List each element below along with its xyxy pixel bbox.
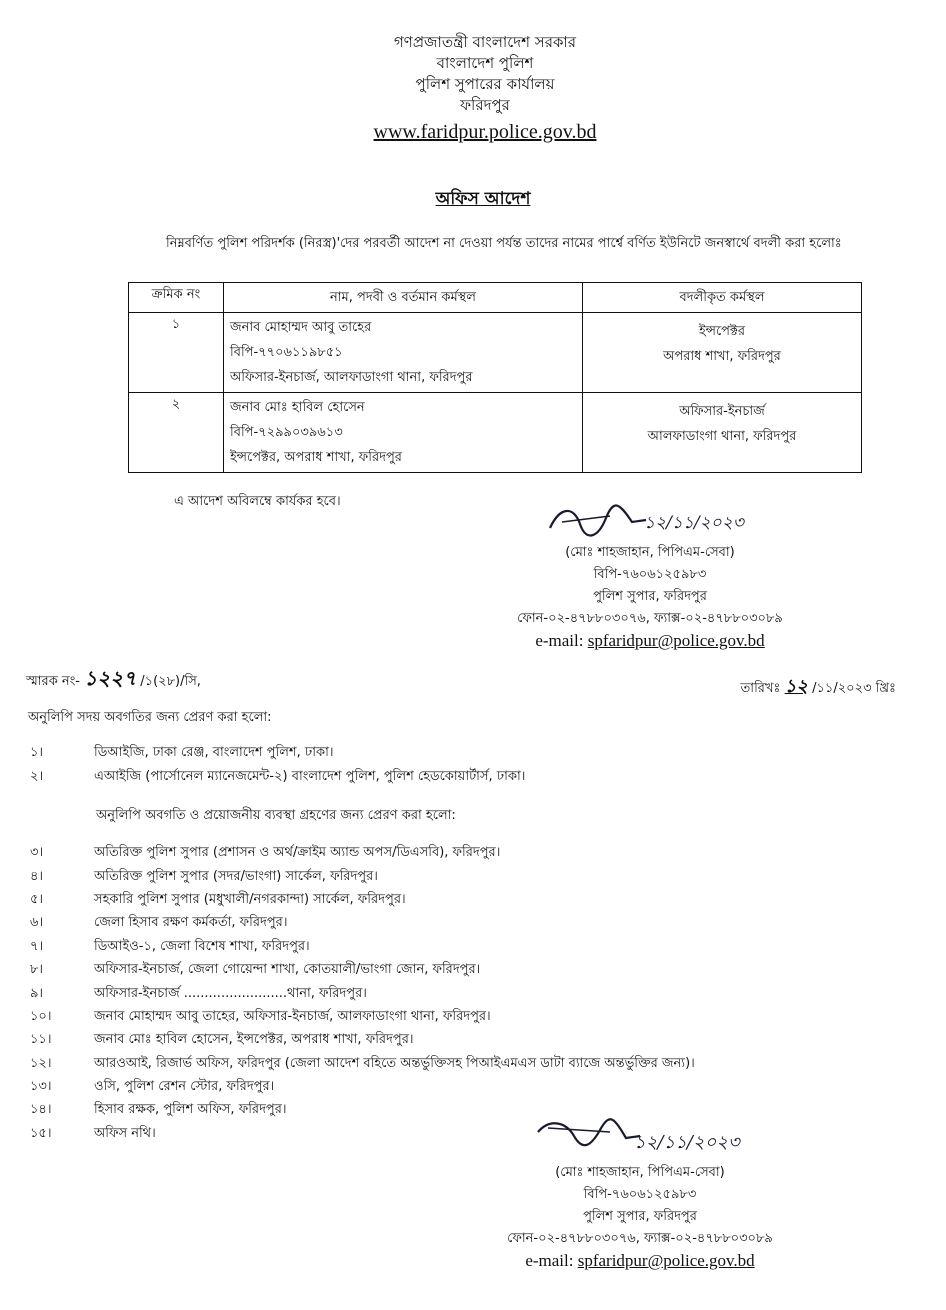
destination-unit: অপরাধ শাখা, ফরিদপুর [663,349,781,364]
list-item: ১৫। অফিস নথি। [30,1125,156,1141]
letterhead [0,32,946,143]
list-item: ১। ডিআইজি, ঢাকা রেঞ্জ, বাংলাদেশ পুলিশ, ঢাকা। [30,745,334,761]
email-link[interactable]: spfaridpur@police.gov.bd [577,1251,755,1270]
cc-heading-info: অনুলিপি সদয় অবগতির জন্য প্রেরণ করা হলো: [28,710,272,725]
row-officer-info [224,393,583,473]
list-item: ৫। সহকারি পুলিশ সুপার (মধুখালী/নগরকান্দা) সার্কেল, ফরিদপুর। [30,891,406,907]
officer-current-post: ইন্সপেক্টর, অপরাধ শাখা, ফরিদপুর [230,450,402,465]
destination-unit: আলফাডাংগা থানা, ফরিদপুর [647,429,797,444]
memo-number [26,664,201,697]
list-item: ১১। জনাব মোঃ হাবিল হোসেন, ইন্সপেক্টর, অপরাধ শাখা, ফরিদপুর। [30,1032,414,1048]
intro-paragraph: নিম্নবর্ণিত পুলিশ পরিদর্শক (নিরস্ত্র)'দের পরবর্তী আদেশ না দেওয়া পর্যন্ত তাদের নামের পার্শ্বে বর্ণিত ইউনিটে জনস্বার্থে বদলী করা হলোঃ [166,236,842,251]
office-order-heading: অফিস আদেশ [435,189,531,209]
officer-bp-number: বিপি-৭৭০৬১১৯৮৫১ [230,345,343,360]
row-destination [583,393,862,473]
government-name: গণপ্রজাতন্ত্রী বাংলাদেশ সরকার [393,33,577,51]
signatory-bp: বিপি-৭৬০৬১২৫৯৮৩ [593,567,707,582]
email-label: e-mail: [535,631,584,650]
cc-heading-action: অনুলিপি অবগতি ও প্রয়োজনীয় ব্যবস্থা গ্রহণের জন্য প্রেরণ করা হলো: [96,808,456,823]
list-item: ৩। অতিরিক্ত পুলিশ সুপার (প্রশাসন ও অর্থ/ক্রাইম অ্যান্ড অপস/ডিএসবি), ফরিদপুর। [30,845,501,861]
signatory-name: (মোঃ শাহজাহান, পিপিএম-সেবা) [565,545,735,560]
list-item: ৭। ডিআইও-১, জেলা বিশেষ শাখা, ফরিদপুর। [30,938,310,954]
col-header-name: নাম, পদবী ও বর্তমান কর্মস্থল [224,283,583,313]
signature-block-copy [470,1112,810,1272]
row-serial: ২ [129,393,224,473]
row-destination [583,313,862,393]
list-item: ৮। অফিসার-ইনচার্জ, জেলা গোয়েন্দা শাখা, কোতয়ালী/ভাংগা জোন, ফরিদপুর। [30,962,481,978]
list-item: ১৪। হিসাব রক্ষক, পুলিশ অফিস, ফরিদপুর। [30,1102,287,1118]
signatory-email [470,1250,810,1272]
email-link[interactable]: spfaridpur@police.gov.bd [587,631,765,650]
table-row [129,393,862,473]
transfer-table [128,282,862,473]
website-link[interactable]: www.faridpur.police.gov.bd [373,121,597,143]
list-item: ২। এআইজি (পার্সোনেল ম্যানেজমেন্ট-২) বাংলাদেশ পুলিশ, পুলিশ হেডকোয়ার্টার্স, ঢাকা। [30,768,526,784]
date-rest: /১১/২০২৩ খ্রিঃ [812,681,896,696]
signature-date: ১২/১১/২০২৩ [644,513,744,533]
department-name: বাংলাদেশ পুলিশ [436,54,534,72]
officer-name: জনাব মোঃ হাবিল হোসেন [230,400,365,415]
memo-suffix: /১(২৮)/সি, [140,674,201,689]
list-item: ১৩। ওসি, পুলিশ রেশন স্টোর, ফরিদপুর। [30,1079,275,1095]
order-date [741,672,896,703]
col-header-destination: বদলীকৃত কর্মস্থল [583,283,862,313]
signatory-email [480,630,820,652]
list-item: ৯। অফিসার-ইনচার্জ .........................থানা, ফরিদপুর। [30,985,367,1001]
office-name: পুলিশ সুপারের কার্যালয় [415,75,555,93]
destination-post: ইন্সপেক্টর [698,324,746,339]
signature-date: ১২/১১/২০২৩ [634,1132,740,1153]
list-item: ১২। আরওআই, রিজার্ভ অফিস, ফরিদপুর (জেলা আদেশ বহিতে অন্তর্ভুক্তিসহ পিআইএমএস ডাটা ব্যাজে অন্তর্ভুক্তির জন্য)। [30,1055,695,1071]
signatory-title: পুলিশ সুপার, ফরিদপুর [583,1209,697,1224]
signatory-phone: ফোন-০২-৪৭৮৮০৩০৭৬, ফ্যাক্স-০২-৪৭৮৮০৩০৮৯ [517,611,783,626]
email-label: e-mail: [525,1251,574,1270]
officer-name: জনাব মোহাম্মদ আবু তাহের [230,320,372,335]
signature-block [480,498,820,652]
officer-bp-number: বিপি-৭২৯৯০৩৯৬১৩ [230,425,343,440]
list-item: ১০। জনাব মোহাম্মদ আবু তাহের, অফিসার-ইনচার্জ, আলফাডাংগা থানা, ফরিদপুর। [30,1008,491,1024]
table-header-row [129,283,862,313]
signatory-phone: ফোন-০২-৪৭৮৮০৩০৭৬, ফ্যাক্স-০২-৪৭৮৮০৩০৮৯ [507,1231,773,1246]
list-item: ৬। জেলা হিসাব রক্ষণ কর্মকর্তা, ফরিদপুর। [30,915,288,931]
cc-list-action [30,842,695,1146]
destination-post: অফিসার-ইনচার্জ [679,404,765,419]
district-name: ফরিদপুর [460,96,510,114]
row-serial: ১ [129,313,224,393]
col-header-serial: ক্রমিক নং [129,283,224,313]
handwritten-signature-icon [530,1112,750,1162]
date-prefix: তারিখঃ [740,681,781,696]
table-row [129,313,862,393]
document-title [0,186,946,214]
effective-statement: এ আদেশ অবিলম্বে কার্যকর হবে। [174,494,341,509]
signatory-bp: বিপি-৭৬০৬১২৫৯৮৩ [583,1187,697,1202]
handwritten-signature-icon [540,498,760,542]
signatory-name: (মোঃ শাহজাহান, পিপিএম-সেবা) [555,1165,725,1180]
date-handwritten-day: ১২ [784,676,808,697]
memo-prefix: স্মারক নং- [26,674,80,689]
list-item: ৪। অতিরিক্ত পুলিশ সুপার (সদর/ভাংগা) সার্কেল, ফরিদপুর। [30,868,378,884]
officer-current-post: অফিসার-ইনচার্জ, আলফাডাংগা থানা, ফরিদপুর [230,370,473,385]
signatory-title: পুলিশ সুপার, ফরিদপুর [593,589,707,604]
cc-list-info [30,742,525,789]
row-officer-info [224,313,583,393]
memo-handwritten-number: ১২২৭ [84,666,137,690]
